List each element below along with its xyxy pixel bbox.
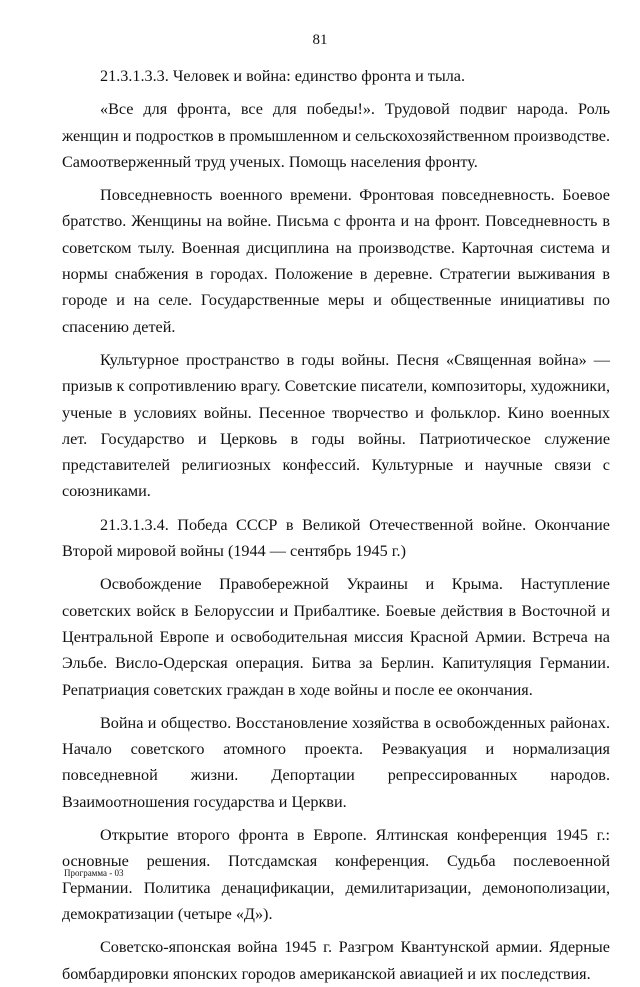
paragraph-cultural-space: Культурное пространство в годы войны. Песня «Священная война» — призыв к сопротивлению врагу. Советские писатели, композиторы, художники, ученые в условиях войны. Песенное творчество и фольклор. Кино военных лет. Государство и Церковь в годы войны. Патриотическое служение представителей религиозных конфессий. Культурные и научные связи с союзниками. xyxy=(62,350,610,501)
paragraph-second-front: Открытие второго фронта в Европе. Ялтинская конференция 1945 г.: основные решения. Потсдамская конференция. Судьба послевоенной Германии. Политика денацификации, демилитаризации, демонополизации, демократизации (четыре «Д»). xyxy=(62,826,610,923)
paragraph-labor-feat: «Все для фронта, все для победы!». Трудовой подвиг народа. Роль женщин и подростков в промышленном и сельскохозяйственном производстве. Самоотверженный труд ученых. Помощь населения фронту. xyxy=(62,100,610,171)
paragraph-soviet-japanese-war: Советско-японская война 1945 г. Разгром Квантунской армии. Ядерные бомбардировки японских городов американской авиацией и их последствия. xyxy=(62,938,610,983)
paragraph-liberation: Освобождение Правобережной Украины и Крыма. Наступление советских войск в Белоруссии и Прибалтике. Боевые действия в Восточной и Центральной Европе и освободительная миссия Красной Армии. Встреча на Эльбе. Висло-Одерская операция. Битва за Берлин. Капитуляция Германии. Репатриация советских граждан в ходе войны и после ее окончания. xyxy=(62,575,610,699)
page-number: 81 xyxy=(312,32,328,48)
footer-program-code: Программа - 03 xyxy=(64,868,124,878)
section-heading-21-3-1-3-3: 21.3.1.3.3. Человек и война: единство фронта и тыла. xyxy=(100,67,466,85)
paragraph-war-and-society: Война и общество. Восстановление хозяйства в освобожденных районах. Начало советского атомного проекта. Реэвакуация и нормализация повседневной жизни. Депортации репрессированных народов. Взаимоотношения государства и Церкви. xyxy=(62,713,610,811)
section-heading-21-3-1-3-4: 21.3.1.3.4. Победа СССР в Великой Отечественной войне. Окончание Второй мировой войны (1944 — сентябрь 1945 г.) xyxy=(62,515,610,561)
document-body xyxy=(62,63,610,987)
paragraph-wartime-everyday-life: Повседневность военного времени. Фронтовая повседневность. Боевое братство. Женщины на войне. Письма с фронта и на фронт. Повседневность в советском тылу. Военная дисциплина на производстве. Карточная система и нормы снабжения в городах. Положение в деревне. Стратегии выживания в городе и на селе. Государственные меры и общественные инициативы по спасению детей. xyxy=(62,186,610,336)
